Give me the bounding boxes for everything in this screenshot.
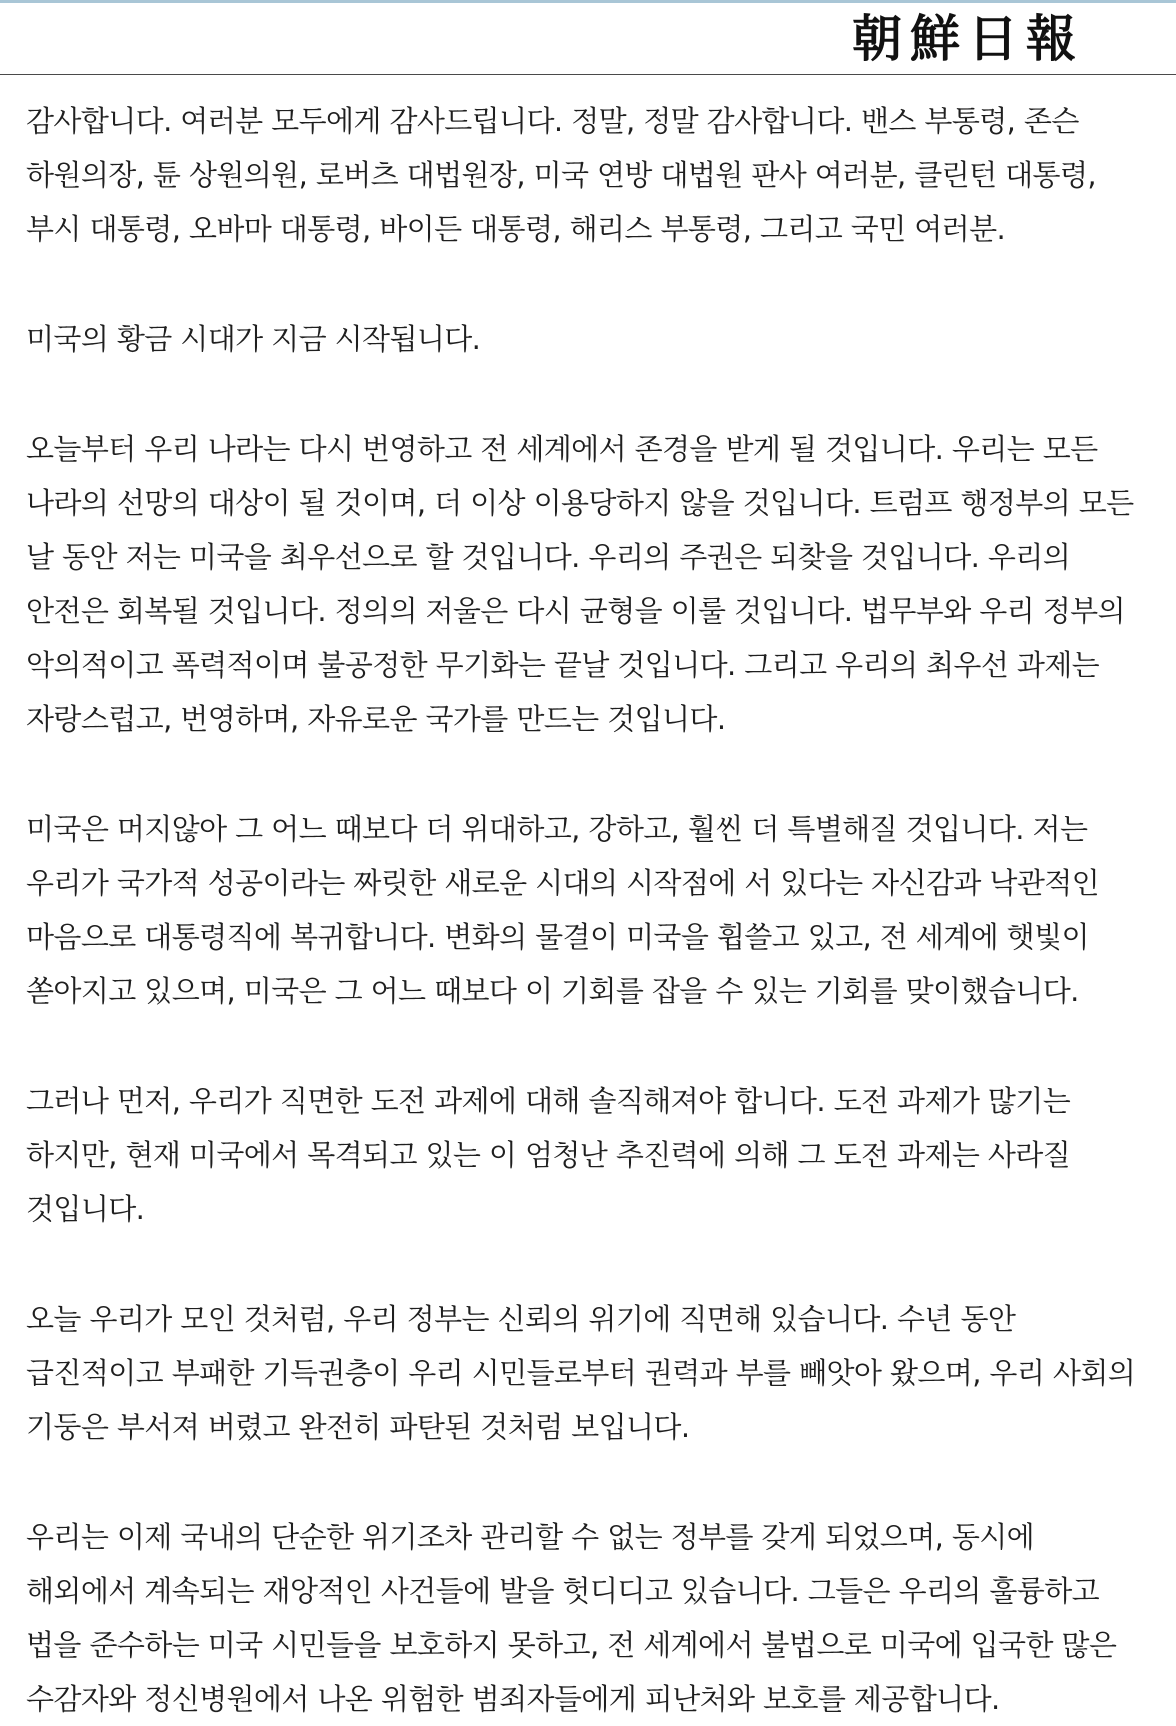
article-paragraph: 그러나 먼저, 우리가 직면한 도전 과제에 대해 솔직해져야 합니다. 도전 과제가 많기는 하지만, 현재 미국에서 목격되고 있는 이 엄청난 추진력에 의해 그 도전 과제는 사라질 것입니다. [26, 1084, 1071, 1226]
article-paragraph: 감사합니다. 여러분 모두에게 감사드립니다. 정말, 정말 감사합니다. 밴스 부통령, 존슨 하원의장, 튠 상원의원, 로버츠 대법원장, 미국 연방 대법원 판사 여러분, 클린턴 대통령, 부시 대통령, 오바마 대통령, 바이든 대통령, 해리스 부통령, 그리고 국민 여러분. [26, 104, 1096, 246]
masthead [0, 3, 1176, 75]
article-paragraph: 미국은 머지않아 그 어느 때보다 더 위대하고, 강하고, 훨씬 더 특별해질 것입니다. 저는 우리가 국가적 성공이라는 짜릿한 새로운 시대의 시작점에 서 있다는 자신감과 낙관적인 마음으로 대통령직에 복귀합니다. 변화의 물결이 미국을 휩쓸고 있고, 전 세계에 햇빛이 쏟아지고 있으며, 미국은 그 어느 때보다 이 기회를 잡을 수 있는 기회를 맞이했습니다. [26, 812, 1100, 1008]
article-paragraph: 미국의 황금 시대가 지금 시작됩니다. [26, 322, 481, 356]
article-paragraph: 오늘부터 우리 나라는 다시 번영하고 전 세계에서 존경을 받게 될 것입니다. 우리는 모든 나라의 선망의 대상이 될 것이며, 더 이상 이용당하지 않을 것입니다. 트럼프 행정부의 모든 날 동안 저는 미국을 최우선으로 할 것입니다. 우리의 주권은 되찾을 것입니다. 우리의 안전은 회복될 것입니다. 정의의 저울은 다시 균형을 이룰 것입니다. 법무부와 우리 정부의 악의적이고 폭력적이며 불공정한 무기화는 끝날 것입니다. 그리고 우리의 최우선 과제는 자랑스럽고, 번영하며, 자유로운 국가를 만드는 것입니다. [26, 432, 1134, 736]
article-body [26, 94, 1146, 1726]
article-paragraph: 우리는 이제 국내의 단순한 위기조차 관리할 수 없는 정부를 갖게 되었으며, 동시에 해외에서 계속되는 재앙적인 사건들에 발을 헛디디고 있습니다. 그들은 우리의 훌륭하고 법을 준수하는 미국 시민들을 보호하지 못하고, 전 세계에서 불법으로 미국에 입국한 많은 수감자와 정신병원에서 나온 위험한 범죄자들에게 피난처와 보호를 제공합니다. [26, 1520, 1117, 1716]
article-paragraph: 오늘 우리가 모인 것처럼, 우리 정부는 신뢰의 위기에 직면해 있습니다. 수년 동안 급진적이고 부패한 기득권층이 우리 시민들로부터 권력과 부를 빼앗아 왔으며, 우리 사회의 기둥은 부서져 버렸고 완전히 파탄된 것처럼 보입니다. [26, 1302, 1136, 1444]
newspaper-logo: 朝鮮日報 [852, 9, 1084, 68]
